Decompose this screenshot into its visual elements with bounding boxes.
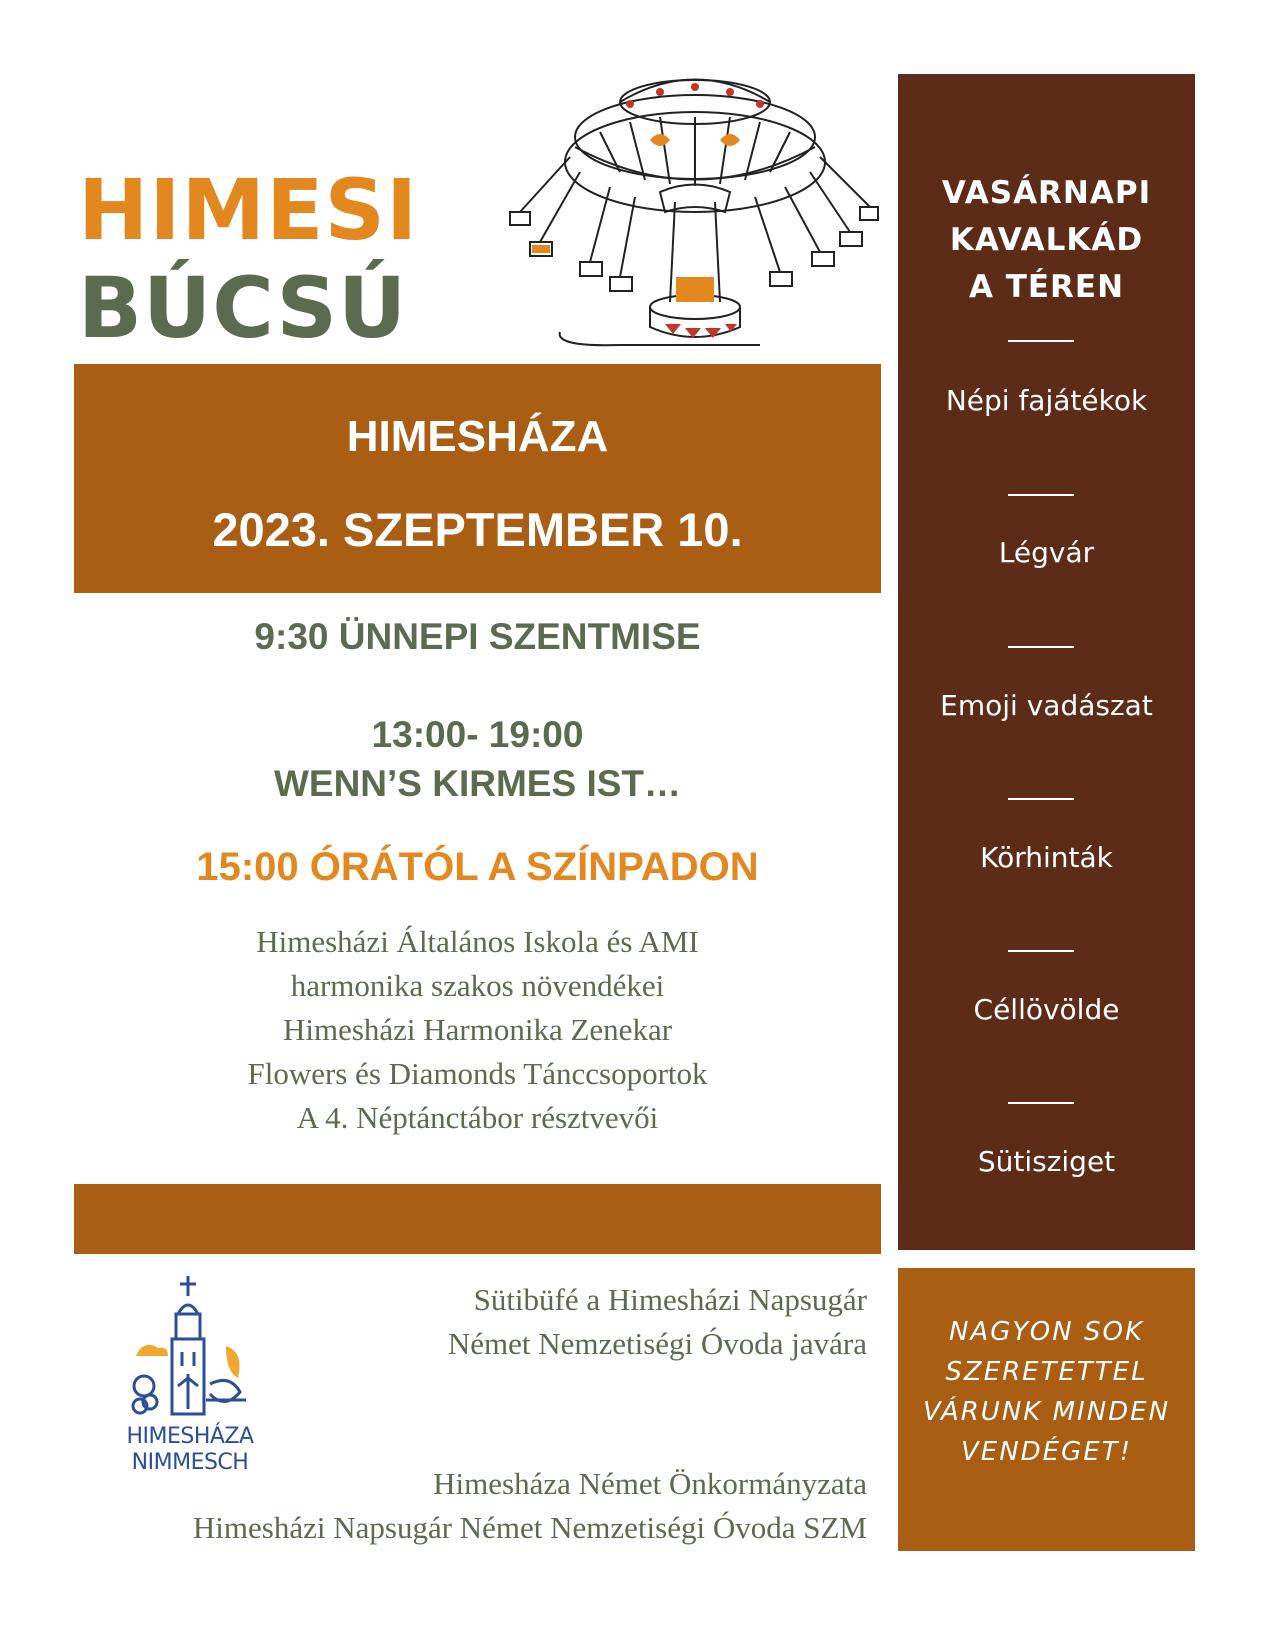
divider	[1008, 646, 1074, 648]
logo-text-nimmesch: NIMMESCH	[131, 1450, 249, 1475]
divider	[1008, 494, 1074, 496]
kirmes-time: 13:00- 19:00	[371, 714, 584, 755]
buffet-line: Német Nemzetiségi Óvoda javára	[447, 1326, 867, 1361]
divider	[1008, 798, 1074, 800]
place-date-banner	[74, 364, 881, 593]
divider	[1008, 1102, 1074, 1104]
sidebar-heading	[898, 170, 1195, 311]
greeting-line: VENDÉGET!	[961, 1437, 1132, 1467]
divider	[1008, 340, 1074, 342]
greeting-line: VÁRUNK MINDEN	[922, 1397, 1171, 1427]
organizer-line: Himesháza Német Önkormányzata	[433, 1466, 867, 1501]
kirmes-title: WENN’S KIRMES IST…	[273, 763, 682, 804]
church-logo-icon	[120, 1274, 260, 1424]
mass-time: 9:30 ÜNNEPI SZENTMISE	[254, 616, 701, 657]
title-himesi: HIMESI	[78, 161, 419, 259]
greeting-line: SZERETETTEL	[945, 1357, 1148, 1387]
place-name: HIMESHÁZA	[346, 412, 609, 461]
performer-line: A 4. Néptánctábor résztvevői	[296, 1100, 659, 1135]
himeshaza-logo	[120, 1274, 260, 1494]
performer-line: Flowers és Diamonds Tánccsoportok	[247, 1056, 708, 1091]
activity-item: Népi fajátékok	[945, 384, 1148, 417]
activities-sidebar	[898, 74, 1195, 1250]
greeting-line: NAGYON SOK	[948, 1317, 1144, 1347]
sidebar-heading-line: KAVALKÁD	[949, 222, 1144, 258]
stage-heading: 15:00 ÓRÁTÓL A SZÍNPADON	[196, 845, 759, 889]
organizer-line: Himesházi Napsugár Német Nemzetiségi Óvoda SZM	[192, 1510, 867, 1545]
activity-item: Céllövölde	[973, 993, 1120, 1026]
divider	[1008, 950, 1074, 952]
activity-item: Körhinták	[980, 841, 1113, 874]
activity-item: Légvár	[998, 536, 1095, 569]
performer-line: harmonika szakos növendékei	[290, 968, 665, 1003]
performer-line: Himesházi Általános Iskola és AMI	[256, 924, 699, 959]
logo-text-himeshaza: HIMESHÁZA	[126, 1424, 254, 1449]
activity-item: Emoji vadászat	[940, 689, 1153, 722]
decorative-bar	[74, 1184, 881, 1254]
sidebar-heading-line: A TÉREN	[968, 269, 1125, 305]
greeting-box	[898, 1268, 1195, 1551]
title-bucsu: BÚCSÚ	[78, 259, 408, 357]
chain-swing-carousel-illustration	[500, 62, 880, 362]
activity-item: Sütisziget	[977, 1145, 1116, 1178]
event-date: 2023. SZEPTEMBER 10.	[212, 503, 743, 556]
sidebar-heading-line: VASÁRNAPI	[941, 175, 1152, 211]
greeting-text	[898, 1312, 1195, 1472]
buffet-line: Sütibüfé a Himesházi Napsugár	[473, 1282, 867, 1317]
performer-line: Himesházi Harmonika Zenekar	[282, 1012, 673, 1047]
